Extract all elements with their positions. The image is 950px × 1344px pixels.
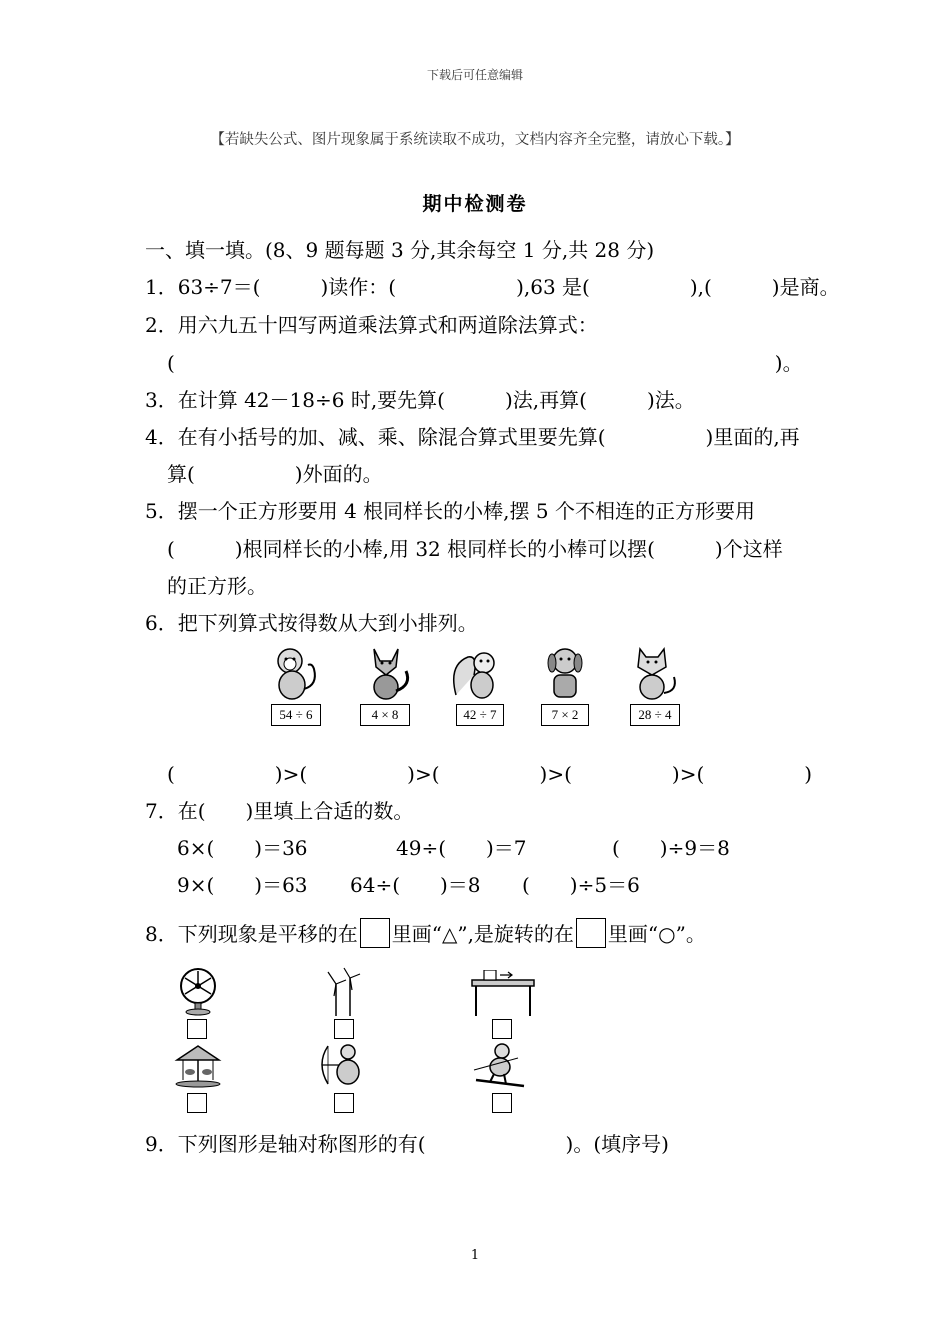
archer-answer-box [334, 1093, 354, 1113]
monkey-icon [268, 645, 324, 701]
expression-box-4: 7 × 2 [541, 704, 589, 726]
translation-answer-box [360, 918, 390, 948]
expression-box-5: 28 ÷ 4 [630, 704, 680, 726]
carousel-answer-box [187, 1093, 207, 1113]
q7-item-2: 49÷( )＝7 [396, 836, 527, 860]
page-number: 1 [470, 1248, 480, 1263]
question-3: 3．在计算 42－18÷6 时,要先算( )法,再算( )法。 [145, 388, 695, 412]
q7-item-3: ( )÷9＝8 [612, 836, 730, 860]
question-4-line-2: 算( )外面的。 [167, 462, 383, 486]
question-5-line-2: ( )根同样长的小棒,用 32 根同样长的小棒可以摆( )个这样 [167, 537, 783, 561]
fox-icon [358, 645, 414, 701]
question-9: 9．下列图形是轴对称图形的有( )。(填序号) [145, 1132, 669, 1156]
archer-icon [318, 1042, 368, 1088]
question-8-prompt [145, 918, 706, 949]
expression-box-1: 54 ÷ 6 [271, 704, 321, 726]
question-2-answer-blank: ( )。 [167, 351, 803, 375]
q8-text-1: 8．下列现象是平移的在 [145, 922, 358, 946]
squirrel-icon [448, 645, 508, 701]
q8-text-2: 里画“△”,是旋转的在 [391, 922, 574, 946]
fan-icon [175, 966, 221, 1016]
windmill-icon [324, 966, 364, 1016]
rotation-answer-box [576, 918, 606, 948]
section-heading: 一、填一填。(8、9 题每题 3 分,其余每空 1 分,共 28 分) [145, 238, 655, 262]
question-5-line-1: 5．摆一个正方形要用 4 根同样长的小棒,摆 5 个不相连的正方形要用 [145, 499, 755, 523]
skier-answer-box [492, 1093, 512, 1113]
skier-icon [472, 1042, 526, 1088]
q7-item-6: ( )÷5＝6 [522, 873, 640, 897]
question-1: 1．63÷7＝( )读作：( ),63 是( ),( )是商。 [145, 275, 840, 299]
windmill-answer-box [334, 1019, 354, 1039]
question-6-answer-line: ( )>( )>( )>( )>( ) [167, 762, 813, 786]
cat-icon [628, 645, 682, 701]
fan-answer-box [187, 1019, 207, 1039]
q8-text-3: 里画“○”。 [607, 922, 706, 946]
question-4-line-1: 4．在有小括号的加、减、乘、除混合算式里要先算( )里面的,再 [145, 425, 800, 449]
question-5-line-3: 的正方形。 [167, 574, 267, 598]
q7-item-5: 64÷( )＝8 [350, 873, 481, 897]
question-6-prompt: 6．把下列算式按得数从大到小排列。 [145, 611, 478, 635]
carousel-icon [173, 1044, 223, 1088]
q7-item-1: 6×( )＝36 [177, 836, 308, 860]
table-answer-box [492, 1019, 512, 1039]
expression-box-3: 42 ÷ 7 [456, 704, 504, 726]
expression-box-2: 4 × 8 [360, 704, 410, 726]
question-2-line-1: 2．用六九五十四写两道乘法算式和两道除法算式： [145, 313, 598, 337]
question-7-prompt: 7．在( )里填上合适的数。 [145, 799, 414, 823]
download-notice: 【若缺失公式、图片现象属于系统读取不成功，文档内容齐全完整，请放心下载。】 [210, 132, 740, 148]
page-title: 期中检测卷 [422, 193, 528, 215]
table-sliding-box-icon [470, 970, 536, 1016]
dog-icon [540, 643, 590, 701]
top-note: 下载后可任意编辑 [426, 68, 523, 82]
q7-item-4: 9×( )＝63 [177, 873, 308, 897]
